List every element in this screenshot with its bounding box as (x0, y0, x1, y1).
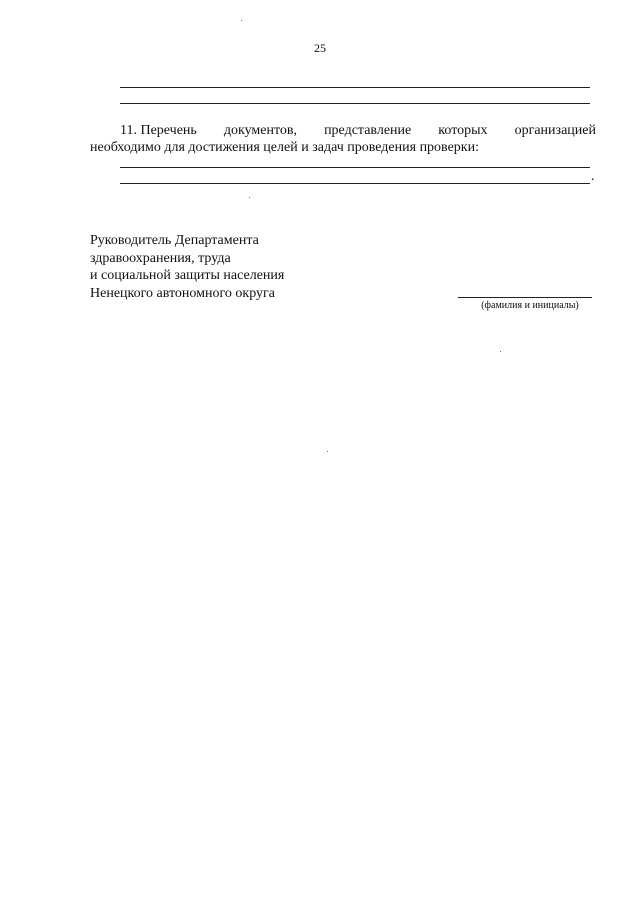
trailing-period: . (591, 169, 595, 184)
signatory-line-2: здравоохранения, труда (90, 250, 231, 266)
section-11-word-1: 11. Перечень (120, 123, 197, 138)
page-number: 25 (314, 41, 326, 55)
signature-caption: (фамилия и инициалы) (481, 300, 579, 311)
fill-in-line-4 (120, 183, 590, 184)
signature-line (458, 297, 592, 298)
scan-speck (500, 351, 501, 352)
signatory-line-1: Руководитель Департамента (90, 233, 259, 248)
section-11-word-2: документов, (223, 123, 298, 138)
fill-in-line-1 (120, 87, 590, 88)
signatory-line-3: и социальной защиты населения (90, 268, 285, 283)
signatory-line-4: Ненецкого автономного округа (90, 285, 275, 301)
fill-in-line-2 (120, 103, 590, 104)
section-11-word-3: представление (324, 123, 412, 138)
signatory-position (90, 232, 284, 302)
section-11-word-4: которых (438, 123, 488, 138)
section-11-line-2: необходимо для достижения целей и задач проведения проверки: (90, 140, 479, 155)
scan-speck (249, 197, 250, 198)
section-11-word-5: организацией (514, 123, 596, 138)
section-11-line-1 (120, 123, 596, 139)
fill-in-line-3 (120, 167, 590, 168)
scan-speck (241, 20, 242, 21)
scan-speck (327, 451, 328, 452)
